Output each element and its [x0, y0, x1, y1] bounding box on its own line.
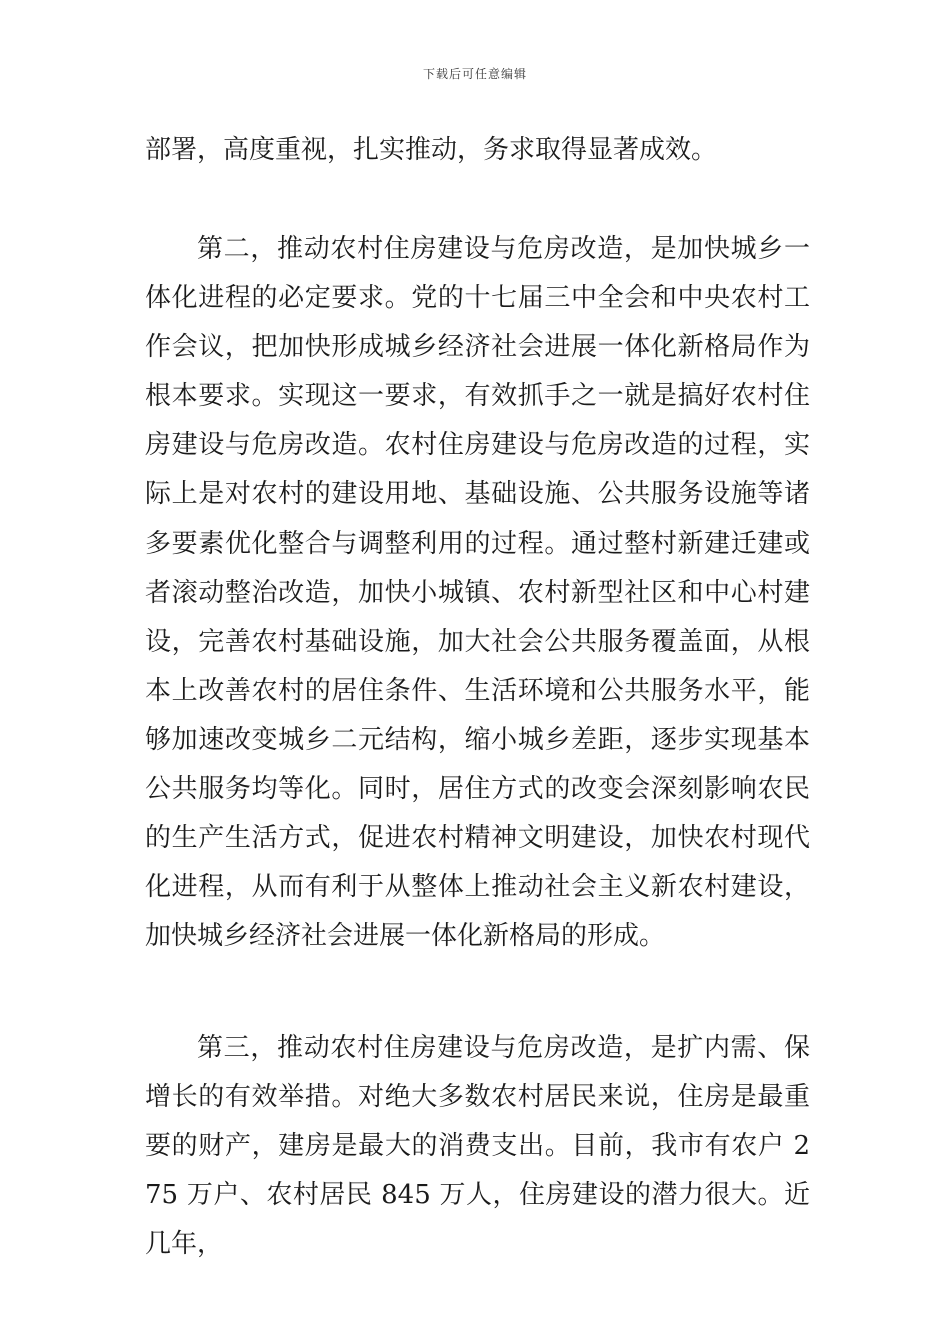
- page-header: 下载后可任意编辑: [422, 67, 527, 81]
- paragraph-1: 部署，高度重视，扎实推动，务求取得显著成效。: [145, 135, 718, 165]
- paragraph-2: 第二，推动农村住房建设与危房改造，是加快城乡一体化进程的必定要求。党的十七届三中全会和中央农村工作会议，把加快形成城乡经济社会进展一体化新格局作为根本要求。实现这一要求，有效抓手之一就是搞好农村住房建设与危房改造。农村住房建设与危房改造的过程，实际上是对农村的建设用地、基础设施、公共服务设施等诸多要素优化整合与调整利用的过程。通过整村新建迁建或者滚动整治改造，加快小城镇、农村新型社区和中心村建设，完善农村基础设施，加大社会公共服务覆盖面，从根本上改善农村的居住条件、生活环境和公共服务水平，能够加速改变城乡二元结构，缩小城乡差距，逐步实现基本公共服务均等化。同时，居住方式的改变会深刻影响农民的生产生活方式，促进农村精神文明建设，加快农村现代化进程，从而有利于从整体上推动社会主义新农村建设，加快城乡经济社会进展一体化新格局的形成。: [145, 234, 810, 952]
- paragraph-3: 第三，推动农村住房建设与危房改造，是扩内需、保增长的有效举措。对绝大多数农村居民来说，住房是最重要的财产，建房是最大的消费支出。目前，我市有农户 275 万户、农村居民 845 万人，住房建设的潜力很大。近几年，: [145, 1033, 810, 1260]
